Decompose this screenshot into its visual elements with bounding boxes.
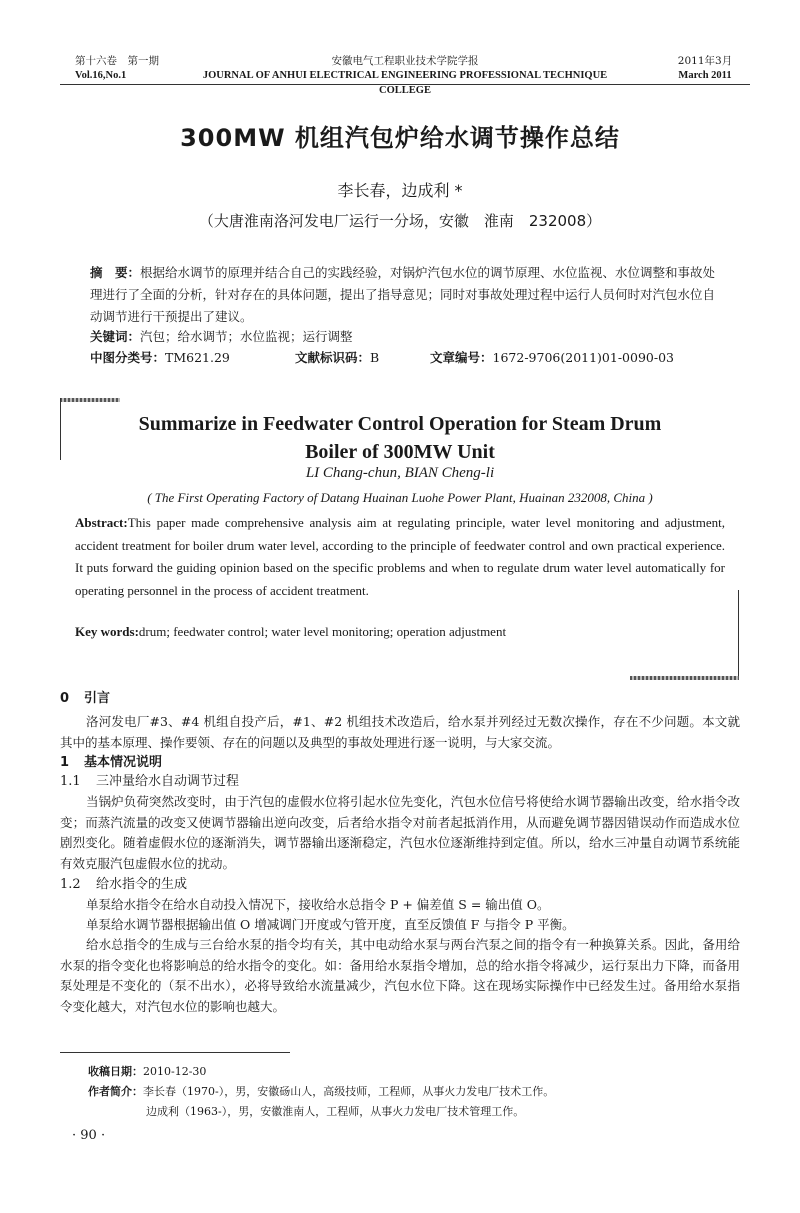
footnote-bio-1: 作者简介：李长春（1970-），男，安徽砀山人，高级技师，工程师，从事火力发电厂技术工作。 bbox=[88, 1085, 555, 1098]
header-journal-cn: 安徽电气工程职业技术学院学报 bbox=[331, 55, 479, 67]
clc-item: 中图分类号：TM621.29 bbox=[90, 350, 230, 365]
section-1-heading: 1 基本情况说明 bbox=[60, 755, 163, 770]
keywords-en bbox=[75, 622, 725, 642]
frame-line-right bbox=[738, 590, 739, 680]
doc-code-item: 文献标识码：B bbox=[295, 350, 380, 365]
abstract-en-label: Abstract: bbox=[75, 515, 128, 530]
paragraph-1-2c: 给水总指令的生成与三台给水泵的指令均有关，其中电动给水泵与两台汽泵之间的指令有一种换算关系。因此，备用给水泵的指令变化也将影响总的给水指令的变化。如：备用给水泵指令增加，总的给水指令将减少，运行泵出力下降，而备用泵处理是不变化的（泵不出水），必将导致给水流量减少，汽包水位下降。这在现场实际操作中已经发生过。备用给水泵指令变化越大，对汽包水位的影响也越大。 bbox=[60, 937, 740, 1014]
header-date-en: March 2011 bbox=[678, 70, 732, 81]
footnote-bio-2: 边成利（1963-），男，安徽淮南人，工程师，从事火力发电厂技术管理工作。 bbox=[146, 1105, 525, 1118]
keywords-cn-label: 关键词： bbox=[90, 329, 141, 344]
keywords-cn-text: 汽包；给水调节；水位监视；运行调整 bbox=[140, 329, 353, 344]
header-date bbox=[655, 54, 755, 83]
paragraph-intro: 洛河发电厂#3、#4 机组自投产后，#1、#2 机组技术改造后，给水泵并列经过无数次操作，存在不少问题。本文就其中的基本原理、操作要领、存在的问题以及典型的事故处理进行逐一说明，与大家交流。 bbox=[60, 714, 740, 750]
title-en-line-1: Summarize in Feedwater Control Operation for Steam Drum bbox=[138, 413, 662, 435]
header-volume-cn: 第十六卷 第一期 bbox=[75, 55, 159, 67]
frame-hatch-bottom bbox=[630, 676, 739, 680]
footnote-received: 收稿日期：2010-12-30 bbox=[88, 1065, 207, 1078]
keywords-en-text: drum; feedwater control; water level monitoring; operation adjustment bbox=[138, 624, 507, 639]
header-rule bbox=[60, 84, 750, 85]
header-date-cn: 2011年3月 bbox=[677, 55, 733, 67]
keywords-cn bbox=[90, 326, 720, 348]
abstract-cn-label: 摘 要： bbox=[90, 265, 141, 280]
frame-hatch-top bbox=[60, 398, 120, 402]
header-journal bbox=[180, 54, 630, 98]
subsection-1-2-heading: 1.2 给水指令的生成 bbox=[60, 877, 188, 892]
title-en-line-2: Boiler of 300MW Unit bbox=[305, 441, 495, 463]
paragraph-1-1: 当锅炉负荷突然改变时，由于汽包的虚假水位将引起水位先变化，汽包水位信号将使给水调节器输出改变，给水指令改变；而蒸汽流量的改变又使调节器输出逆向改变，后者给水指令对前者起抵消作用，从而避免调节器因错误动作而造成水位剧烈变化。随着虚假水位的逐渐消失，调节器输出逐渐稳定，汽包水位逐渐维持到定值。所以，给水三冲量自动调节系统能有效克服汽包虚假水位的扰动。 bbox=[60, 794, 740, 871]
classification-line bbox=[90, 348, 730, 368]
authors-en: LI Chang-chun, BIAN Cheng-li bbox=[305, 465, 495, 481]
authors-cn: 李长春，边成利 * bbox=[337, 181, 463, 200]
footnote-rule bbox=[60, 1052, 290, 1053]
affiliation-en: ( The First Operating Factory of Datang Huainan Luohe Power Plant, Huainan 232008, China ) bbox=[147, 490, 653, 505]
paragraph-1-2b: 单泵给水调节器根据输出值 O 增减调门开度或勺管开度，直至反馈值 F 与指令 P 平衡。 bbox=[86, 917, 575, 932]
header-volume bbox=[75, 54, 159, 83]
article-no-item: 文章编号：1672-9706(2011)01-0090-03 bbox=[430, 350, 674, 365]
affiliation-cn: （大唐淮南洛河发电厂运行一分场，安徽 淮南 232008） bbox=[198, 212, 602, 230]
subsection-1-1-heading: 1.1 三冲量给水自动调节过程 bbox=[60, 774, 240, 789]
abstract-cn bbox=[90, 262, 720, 328]
paragraph-1-2a: 单泵给水指令在给水自动投入情况下，接收给水总指令 P + 偏差值 S = 输出值 O。 bbox=[86, 897, 550, 912]
abstract-cn-text: 根据给水调节的原理并结合自己的实践经验，对锅炉汽包水位的调节原理、水位监视、水位调整和事故处理进行了全面的分析，针对存在的具体问题，提出了指导意见；同时对事故处理过程中运行人员何时对汽包水位自动调节进行干预提出了建议。 bbox=[90, 265, 716, 324]
abstract-en bbox=[75, 512, 725, 602]
abstract-en-text: This paper made comprehensive analysis aim at regulating principle, water level monitoring and adjustment, accident treatment for boiler drum water level, according to the principle of feedwater control and own practical experience. It puts forward the guiding opinion based on the specific problems and when to regulate drum water level automatically for operating personnel in the process of accident treatment. bbox=[75, 515, 725, 598]
header-volume-en: Vol.16,No.1 bbox=[75, 70, 127, 81]
section-0-heading: 0 引言 bbox=[60, 691, 111, 706]
page-number: · 90 · bbox=[72, 1128, 106, 1143]
header-journal-en: JOURNAL OF ANHUI ELECTRICAL ENGINEERING PROFESSIONAL TECHNIQUE COLLEGE bbox=[202, 70, 608, 96]
keywords-en-label: Key words: bbox=[75, 624, 139, 639]
title-en bbox=[0, 410, 800, 466]
title-cn: 300MW 机组汽包炉给水调节操作总结 bbox=[180, 124, 620, 152]
